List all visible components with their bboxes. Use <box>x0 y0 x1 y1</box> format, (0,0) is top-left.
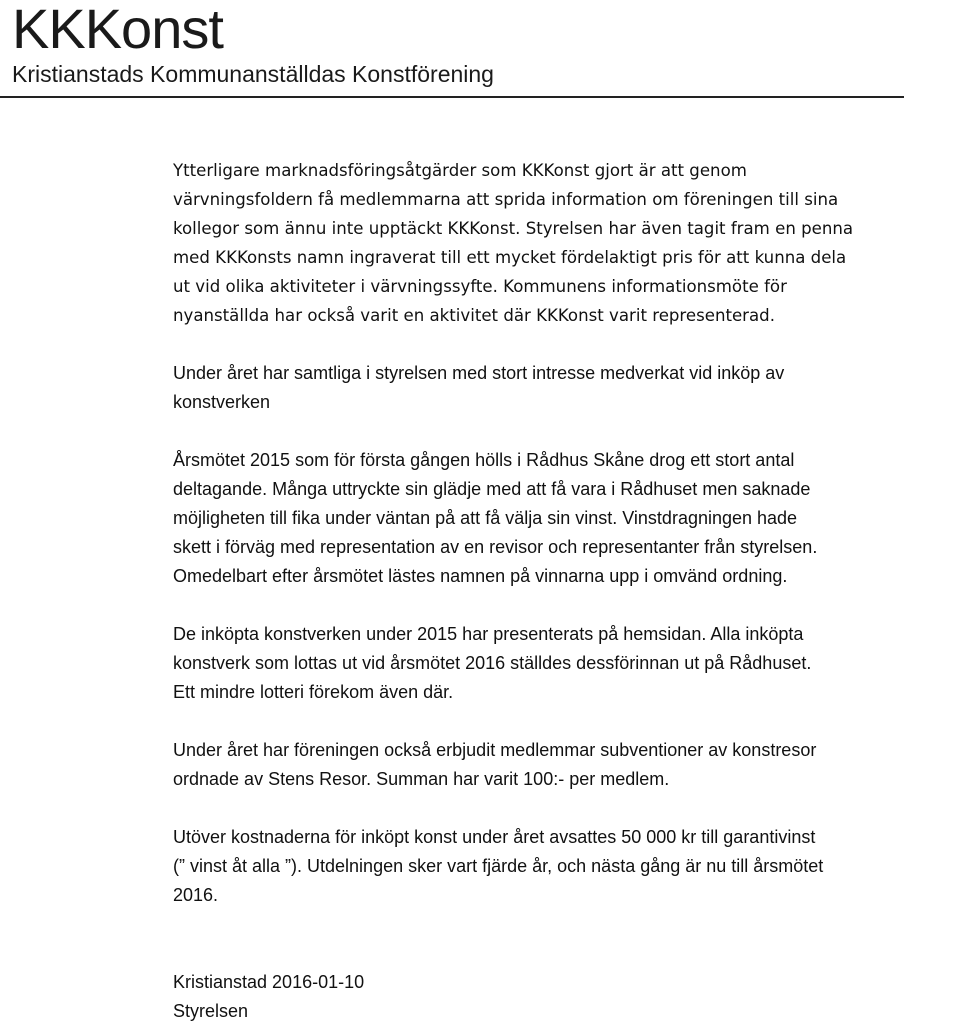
text-line: med KKKonsts namn ingraverat till ett mycket fördelaktigt pris för att kunna dela <box>173 248 847 267</box>
paragraph-marketing <box>173 156 953 330</box>
text-line: Under året har samtliga i styrelsen med stort intresse medverkat vid inköp av <box>173 363 785 383</box>
paragraph-purchases <box>173 359 953 417</box>
text-line: Ytterligare marknadsföringsåtgärder som KKKonst gjort är att genom <box>173 161 747 180</box>
text-line: nyanställda har också varit en aktivitet där KKKonst varit representerad. <box>173 306 775 325</box>
text-line: ut vid olika aktiviteter i värvningssyfte. Kommunens informationsmöte för <box>173 277 787 296</box>
text-line: (” vinst åt alla ”). Utdelningen sker vart fjärde år, och nästa gång är nu till årsmötet <box>173 856 824 876</box>
document-body <box>173 156 953 1026</box>
text-line: Ett mindre lotteri förekom även där. <box>173 682 454 702</box>
paragraph-artworks <box>173 620 953 707</box>
organization-name: Kristianstads Kommunanställdas Konstförening <box>12 61 494 87</box>
paragraph-annual-meeting <box>173 446 953 591</box>
text-line: värvningsfoldern få medlemmarna att sprida information om föreningen till sina <box>173 190 839 209</box>
signature-block <box>173 968 953 1026</box>
text-line: deltagande. Många uttryckte sin glädje med att få vara i Rådhuset men saknade <box>173 479 811 499</box>
text-line: Omedelbart efter årsmötet lästes namnen på vinnarna upp i omvänd ordning. <box>173 566 788 586</box>
text-line: konstverken <box>173 392 271 412</box>
paragraph-guarantee-prize <box>173 823 953 910</box>
text-line: möjligheten till fika under väntan på att få välja sin vinst. Vinstdragningen hade <box>173 508 798 528</box>
text-line: Årsmötet 2015 som för första gången hölls i Rådhus Skåne drog ett stort antal <box>173 450 795 470</box>
text-line: 2016. <box>173 885 219 905</box>
header-divider <box>0 96 904 98</box>
text-line: skett i förväg med representation av en revisor och representanter från styrelsen. <box>173 537 818 557</box>
text-line: Under året har föreningen också erbjudit medlemmar subventioner av konstresor <box>173 740 817 760</box>
text-line: ordnade av Stens Resor. Summan har varit 100:- per medlem. <box>173 769 670 789</box>
text-line: De inköpta konstverken under 2015 har presenterats på hemsidan. Alla inköpta <box>173 624 804 644</box>
place-date: Kristianstad 2016-01-10 <box>173 972 365 992</box>
signer: Styrelsen <box>173 1001 249 1021</box>
text-line: Utöver kostnaderna för inköpt konst under året avsattes 50 000 kr till garantivinst <box>173 827 816 847</box>
text-line: kollegor som ännu inte upptäckt KKKonst. Styrelsen har även tagit fram en penna <box>173 219 854 238</box>
paragraph-art-trips <box>173 736 953 794</box>
text-line: konstverk som lottas ut vid årsmötet 2016 ställdes dessförinnan ut på Rådhuset. <box>173 653 812 673</box>
brand-logo-text: KKKonst <box>12 0 223 60</box>
letterhead <box>0 0 904 98</box>
